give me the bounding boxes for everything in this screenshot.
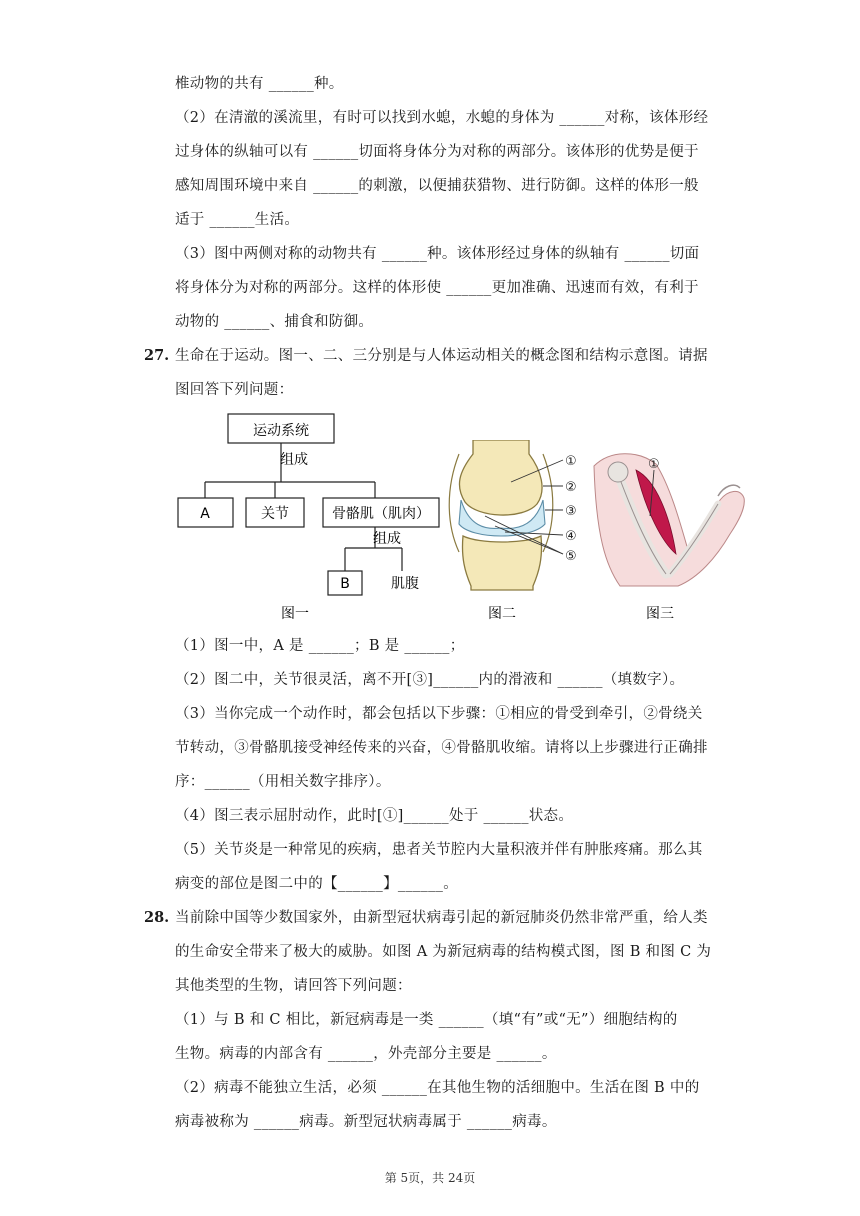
q28-sub1-line2: 生物。病毒的内部含有 ______，外壳部分主要是 ______。	[175, 1046, 557, 1062]
fig1-belly-label: 肌腹	[391, 576, 419, 592]
q27-stem-line2: 图回答下列问题：	[175, 382, 294, 398]
q27-sub3-line3: 序：______（用相关数字排序）。	[175, 774, 391, 790]
q27-sub5-line2: 病变的部位是图二中的【______】______。	[175, 876, 458, 892]
fig3-label-1: ①	[648, 457, 660, 472]
q28-sub1-line1: （1）与 B 和 C 相比，新冠病毒是一类 ______（填“有”或“无”）细胞结构的	[175, 1012, 678, 1028]
fig2-caption: 图二	[488, 606, 516, 622]
q26-line1: 椎动物的共有 ______种。	[175, 76, 344, 92]
fig2-label-2: ②	[565, 480, 577, 495]
q28-sub2-line1: （2）病毒不能独立生活，必须 ______在其他生物的活细胞中。生活在图 B 中的	[175, 1080, 700, 1096]
q28-stem-line1: 当前除中国等少数国家外，由新型冠状病毒引起的新冠肺炎仍然非常严重，给人类	[175, 910, 708, 926]
q28-stem-line2: 的生命安全带来了极大的威胁。如图 A 为新冠病毒的结构模式图，图 B 和图 C 为	[175, 944, 712, 960]
q28-stem-line3: 其他类型的生物，请回答下列问题：	[175, 978, 412, 994]
fig1-edge2-label: 组成	[373, 531, 401, 547]
figure-1-concept-map	[170, 408, 450, 623]
fig1-edge1-label: 组成	[280, 452, 308, 468]
q27-number: 27.	[144, 347, 170, 364]
fig1-joint-label: 关节	[261, 506, 289, 522]
q26-p3-line1: （3）图中两侧对称的动物共有 ______种。该体形经过身体的纵轴有 ______切面	[175, 246, 700, 262]
q27-sub3-line1: （3）当你完成一个动作时，都会包括以下步骤：①相应的骨受到牵引，②骨绕关	[175, 706, 703, 722]
q27-sub3-line2: 节转动，③骨骼肌接受神经传来的兴奋，④骨骼肌收缩。请将以上步骤进行正确排	[175, 740, 708, 756]
q26-p3-line3: 动物的 ______、捕食和防御。	[175, 314, 374, 330]
q27-stem-line1: 生命在于运动。图一、二、三分别是与人体运动相关的概念图和结构示意图。请据	[175, 348, 708, 364]
fig2-label-3: ③	[565, 504, 577, 519]
fig2-label-4: ④	[565, 529, 577, 544]
q26-p2-line4: 适于 ______生活。	[175, 212, 300, 228]
fig3-caption: 图三	[646, 606, 674, 622]
q27-sub1: （1）图一中，A 是 ______；B 是 ______；	[175, 638, 465, 654]
fig2-label-1: ①	[565, 454, 577, 469]
fig1-a-label: A	[200, 506, 210, 522]
q27-sub2: （2）图二中，关节很灵活，离不开[③]______内的滑液和 ______（填数字）。	[175, 672, 685, 688]
fig2-label-5: ⑤	[565, 549, 577, 564]
q27-sub4: （4）图三表示屈肘动作，此时[①]______处于 ______状态。	[175, 808, 574, 824]
q26-p2-line3: 感知周围环境中来自 ______的刺激，以便捕获猎物、进行防御。这样的体形一般	[175, 178, 699, 194]
q28-number: 28.	[144, 909, 170, 926]
fig1-caption: 图一	[281, 606, 309, 622]
fig1-root-label: 运动系统	[253, 423, 309, 439]
figure-2-joint-diagram	[445, 440, 590, 623]
q26-p2-line1: （2）在清澈的溪流里，有时可以找到水螅，水螅的身体为 ______对称，该体形经	[175, 110, 709, 126]
q26-p3-line2: 将身体分为对称的两部分。这样的体形使 ______更加准确、迅速而有效，有利于	[175, 280, 699, 296]
q28-sub2-line2: 病毒被称为 ______病毒。新型冠状病毒属于 ______病毒。	[175, 1114, 557, 1130]
page-footer: 第 5页，共 24页	[384, 1171, 476, 1185]
figure-3-arm-diagram	[590, 446, 750, 623]
q26-p2-line2: 过身体的纵轴可以有 ______切面将身体分为对称的两部分。该体形的优势是便于	[175, 144, 699, 160]
q27-sub5-line1: （5）关节炎是一种常见的疾病，患者关节腔内大量积液并伴有肿胀疼痛。那么其	[175, 842, 703, 858]
fig1-muscle-label: 骨骼肌（肌肉）	[332, 506, 430, 522]
fig1-b-label: B	[340, 576, 350, 592]
